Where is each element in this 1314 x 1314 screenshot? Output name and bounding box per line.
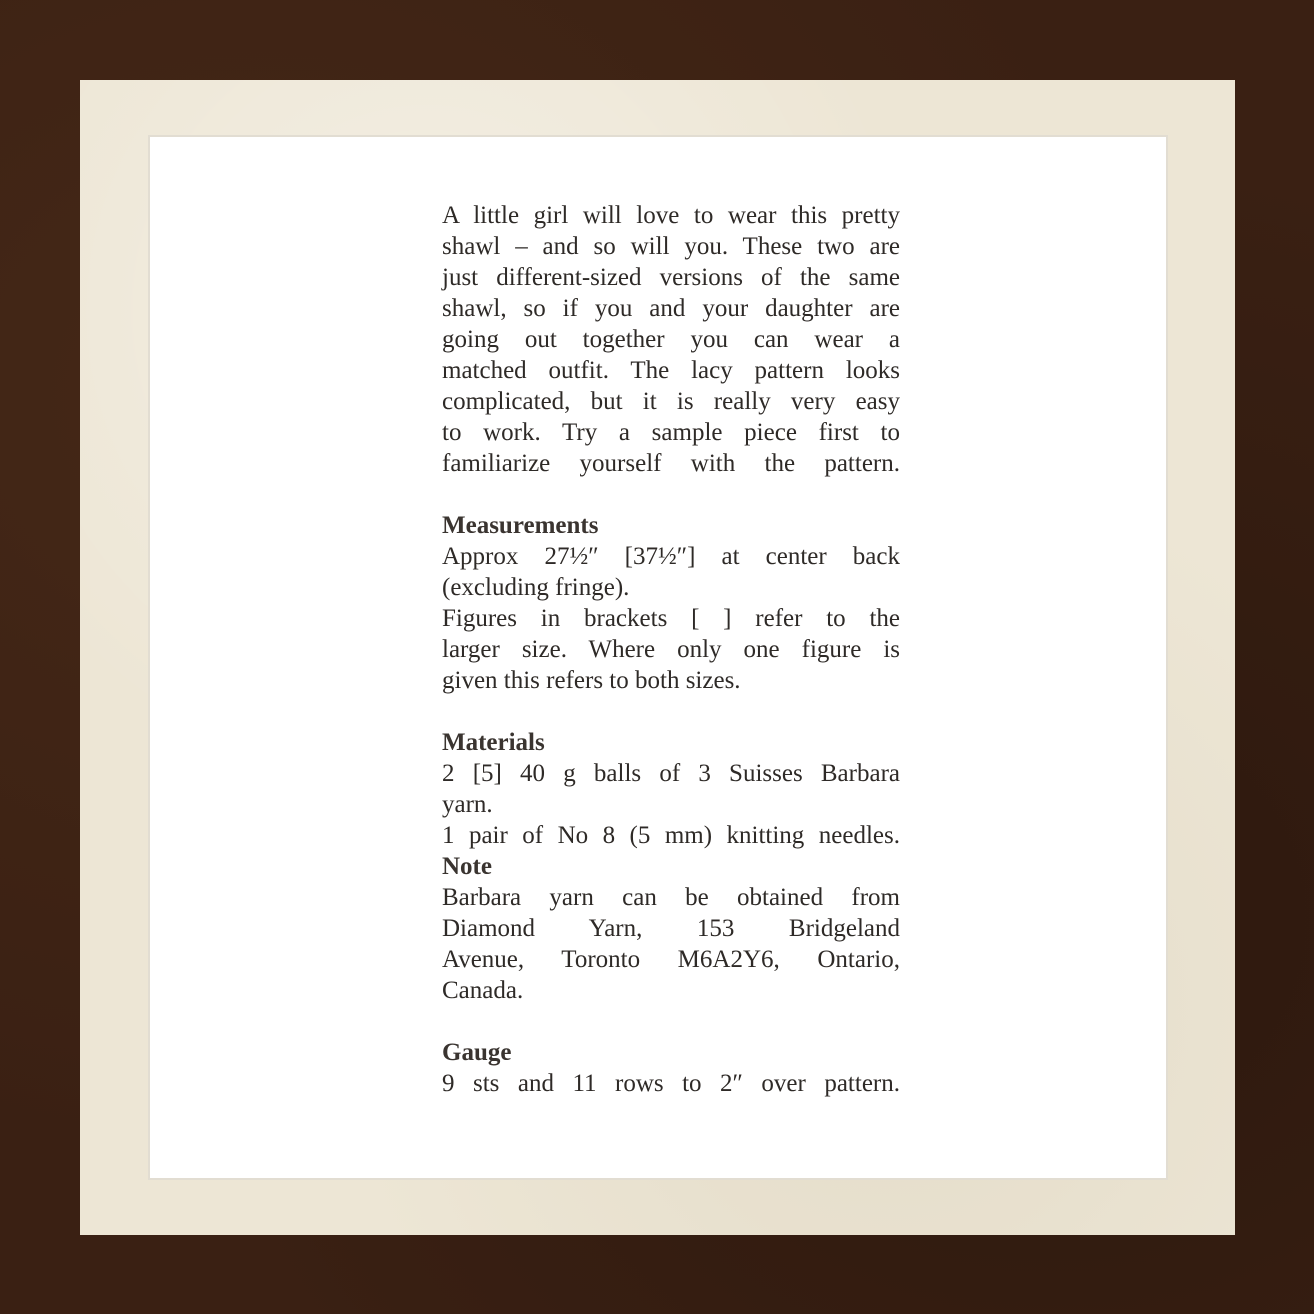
intro-line: going out together you can wear a	[442, 326, 900, 353]
materials-heading: Materials	[442, 729, 545, 756]
intro-line: complicated, but it is really very easy	[442, 388, 900, 415]
note-line: Barbara yarn can be obtained from	[442, 884, 900, 911]
materials-line: 1 pair of No 8 (5 mm) knitting needles.	[442, 822, 900, 849]
note-line: Canada.	[442, 977, 524, 1004]
measurements-line: (excluding fringe).	[442, 574, 630, 601]
gauge-heading: Gauge	[442, 1039, 512, 1066]
intro-line: familiarize yourself with the pattern.	[442, 450, 900, 477]
measurements-text	[442, 541, 900, 696]
measurements-line: larger size. Where only one figure is	[442, 636, 900, 663]
note-line: Diamond Yarn, 153 Bridgeland	[442, 915, 900, 942]
intro-paragraph	[442, 200, 900, 479]
measurements-heading: Measurements	[442, 512, 599, 539]
intro-line: matched outfit. The lacy pattern looks	[442, 357, 900, 384]
intro-line: just different-sized versions of the same	[442, 264, 900, 291]
note-heading: Note	[442, 853, 492, 880]
gauge-text	[442, 1068, 900, 1099]
intro-line: A little girl will love to wear this pretty	[442, 202, 900, 229]
intro-line: shawl – and so will you. These two are	[442, 233, 900, 260]
note-text	[442, 882, 900, 1006]
measurements-line: Figures in brackets [ ] refer to the	[442, 605, 900, 632]
document-text	[442, 200, 900, 1099]
measurements-line: given this refers to both sizes.	[442, 667, 741, 694]
measurements-line: Approx 27½″ [37½″] at center back	[442, 543, 900, 570]
intro-line: shawl, so if you and your daughter are	[442, 295, 900, 322]
materials-text	[442, 758, 900, 851]
materials-line: 2 [5] 40 g balls of 3 Suisses Barbara	[442, 760, 900, 787]
materials-line: yarn.	[442, 791, 493, 818]
gauge-line: 9 sts and 11 rows to 2″ over pattern.	[442, 1070, 900, 1097]
note-line: Avenue, Toronto M6A2Y6, Ontario,	[442, 946, 900, 973]
intro-line: to work. Try a sample piece first to	[442, 419, 900, 446]
